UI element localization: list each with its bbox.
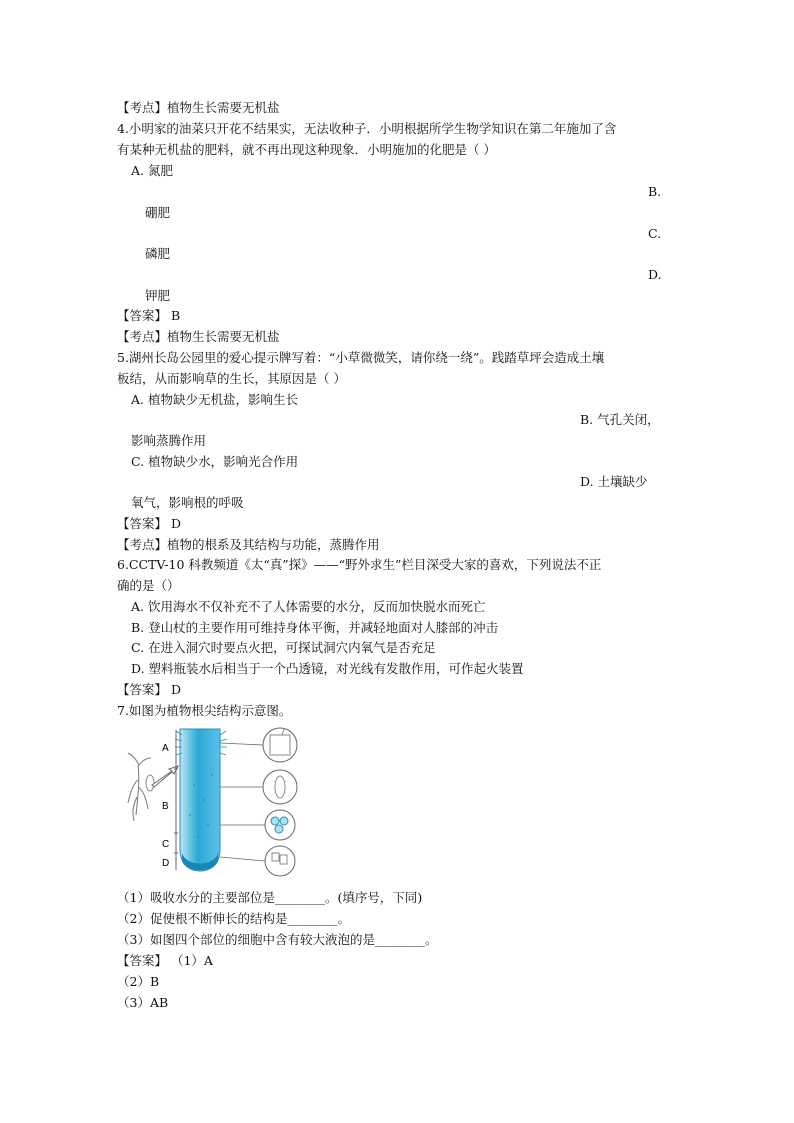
root-tip-figure — [124, 725, 306, 877]
label-c: C — [162, 839, 170, 850]
q4-option-c-text: 磷肥 — [145, 246, 171, 261]
q4-option-c-letter: C. — [648, 226, 662, 241]
q6-stem-line2: 确的是（） — [117, 578, 180, 593]
q4-stem-line2: 有某种无机盐的肥料，就不再出现这种现象．小明施加的化肥是（ ） — [117, 142, 496, 157]
q7-answer3: （3）AB — [117, 995, 169, 1010]
q4-kaodian: 【考点】植物生长需要无机盐 — [117, 329, 280, 344]
q6-option-d: D. 塑料瓶装水后相当于一个凸透镜，对光线有发散作用，可作起火装置 — [131, 661, 524, 676]
q4-option-b-text: 硼肥 — [145, 205, 171, 220]
q6-answer: 【答案】 D — [117, 682, 181, 697]
q5-kaodian: 【考点】植物的根系及其结构与功能，蒸腾作用 — [117, 537, 380, 552]
q5-stem-line2: 板结，从而影响草的生长，其原因是（ ） — [117, 371, 346, 386]
q6-option-c: C. 在进入洞穴时要点火把，可探试洞穴内氧气是否充足 — [131, 640, 436, 655]
q7-answer1: 【答案】 （1）A — [117, 953, 213, 968]
q5-option-b-head: B. 气孔关闭， — [580, 412, 660, 427]
q4-option-a: A. 氮肥 — [131, 163, 173, 178]
callout-lines — [220, 743, 265, 861]
q7-stem: 7.如图为植物根尖结构示意图。 — [117, 703, 292, 718]
q3-kaodian: 【考点】植物生长需要无机盐 — [117, 100, 280, 115]
q7-sub2: （2）促使根不断伸长的结构是________。 — [117, 911, 350, 926]
q4-option-d-text: 钾肥 — [145, 288, 171, 303]
q4-option-b-letter: B. — [648, 184, 662, 199]
q4-answer: 【答案】 B — [117, 308, 181, 323]
q6-option-a: A. 饮用海水不仅补充不了人体需要的水分，反而加快脱水而死亡 — [131, 599, 486, 614]
label-a: A — [162, 743, 169, 754]
q5-answer: 【答案】 D — [117, 516, 181, 531]
q6-option-b: B. 登山杖的主要作用可维持身体平衡，并减轻地面对人膝部的冲击 — [131, 620, 499, 635]
q6-stem-line1: 6.CCTV-10 科教频道《太“真”探》——“野外求生”栏目深受大家的喜欢，下列说法不正 — [117, 557, 602, 572]
q5-option-d-head: D. 土壤缺少 — [580, 474, 648, 489]
region-bracket — [174, 730, 178, 870]
q5-option-d-tail: 氧气，影响根的呼吸 — [131, 495, 244, 510]
q7-sub1: （1）吸收水分的主要部位是________。(填序号，下同) — [117, 890, 423, 905]
root-tip-body — [180, 729, 220, 871]
cell-callouts — [263, 728, 297, 876]
q7-answer2: （2）B — [117, 974, 160, 989]
plant-sketch — [128, 753, 154, 821]
q5-option-b-tail: 影响蒸腾作用 — [131, 433, 207, 448]
q5-stem-line1: 5.湖州长岛公园里的爱心提示牌写着：“小草微微笑，请你绕一绕”。践踏草坪会造成土壤 — [117, 350, 605, 365]
label-b: B — [162, 801, 169, 812]
q5-option-c: C. 植物缺少水，影响光合作用 — [131, 454, 299, 469]
q4-option-d-letter: D. — [648, 267, 662, 282]
q7-sub3: （3）如图四个部位的细胞中含有较大液泡的是________。 — [117, 932, 438, 947]
q5-option-a: A. 植物缺少无机盐，影响生长 — [131, 392, 298, 407]
q4-stem-line1: 4.小明家的油菜只开花不结果实，无法收种子．小明根据所学生物学知识在第二年施加了含 — [117, 121, 617, 136]
label-d: D — [162, 858, 170, 869]
